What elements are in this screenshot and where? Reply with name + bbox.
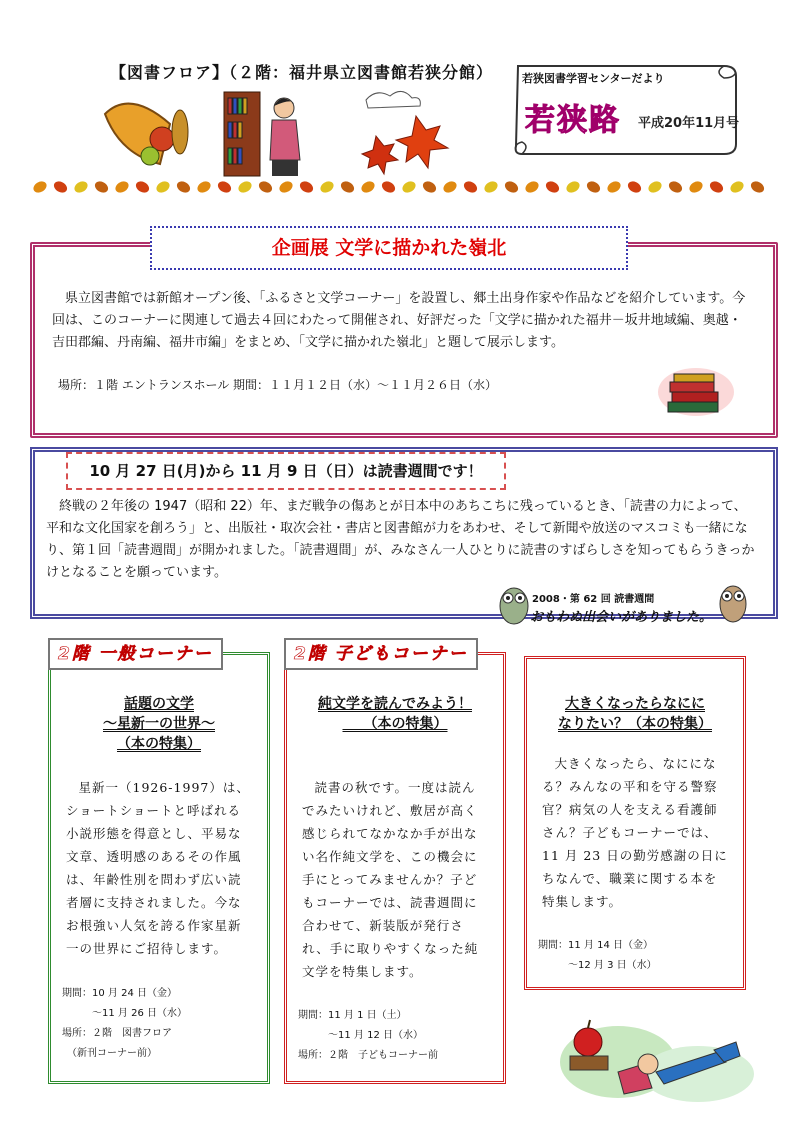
info-line: 場所：２階 子どもコーナー前	[298, 1050, 438, 1061]
owl-icon	[496, 582, 532, 626]
kids-corner-info	[298, 1006, 494, 1066]
general-corner-tab: 2階 一般コーナー	[48, 638, 223, 670]
reading-week-title-frame	[66, 452, 506, 490]
exhibition-title: 企画展 文学に描かれた嶺北	[271, 237, 507, 259]
info-line: ～11 月 26 日（水）	[62, 1008, 187, 1019]
maple-leaves-icon	[356, 86, 456, 178]
info-line: 場所：２階 図書フロア	[62, 1028, 172, 1039]
reading-week-body: 終戦の２年後の 1947（昭和 22）年、まだ戦争の傷あとが日本中のあちこちに残っているとき、「読書の力によって、平和な文化国家を創ろう」と、出版社・取次会社・書店と図書館が力をあわせ、そして新聞や放送のマスコミも一緒になり、第１回「読書週間」が開かれました。「読書週間」が、みなさん一人ひとりに読書のすばらしさを知ってもらうきっかけとなることを願っています。	[46, 499, 755, 580]
general-corner-info	[62, 984, 258, 1064]
leaf-mark	[298, 179, 315, 195]
heading-line: 純文学を読んでみよう！	[318, 696, 472, 712]
leaf-mark	[175, 179, 192, 195]
info-line: 期間：11 月 14 日（金）	[538, 940, 653, 951]
leaf-mark	[113, 179, 130, 195]
leaf-mark	[400, 179, 417, 195]
exhibition-title-frame	[150, 226, 628, 270]
general-corner-heading	[48, 694, 270, 754]
info-line: （新刊コーナー前）	[62, 1048, 157, 1059]
leaf-border-icon	[30, 176, 770, 198]
leaf-mark	[585, 179, 602, 195]
leaf-mark	[195, 179, 212, 195]
leaf-mark	[421, 179, 438, 195]
heading-line: （本の特集）	[117, 736, 201, 752]
general-corner-body: 星新一（1926-1997）は、ショートショートと呼ばれる小説形態を得意とし、平易な文章、透明感のあるその作風は、年齢性別を問わず広い読者層に支持されました。今なお根強い人気を誇る作家星新一の世界にご招待します。	[66, 780, 250, 956]
heading-line: （本の特集）	[342, 716, 448, 732]
leaf-mark	[482, 179, 499, 195]
newsletter-subtitle: 若狭図書学習センターだより	[522, 72, 665, 85]
leaf-mark	[52, 179, 69, 195]
heading-line: ～星新一の世界～	[103, 716, 215, 732]
leaf-mark	[31, 179, 48, 195]
heading-line: 大きくなったらなにに	[565, 696, 705, 712]
newsletter-issue: 平成20年11月号	[638, 116, 740, 131]
heading-line: 話題の文学	[124, 696, 194, 712]
exhibition-body: 県立図書館では新館オープン後、「ふるさと文学コーナー」を設置し、郷土出身作家や作品などを紹介しています。今回は、このコーナーに関連して過去４回にわたって開催され、好評だった「文学に描かれた福井－坂井地域編、奥越・吉田郡編、丹南編、福井市編」をまとめ、「文学に描かれた嶺北」と題して展示します。	[52, 291, 746, 350]
leaf-mark	[154, 179, 171, 195]
leaf-mark	[380, 179, 397, 195]
exhibition-place-period: 場所：１階 エントランスホール 期間：１１月１２日（水）～１１月２６日（水）	[58, 378, 498, 392]
heading-line: なりたい？（本の特集）	[558, 716, 712, 732]
reading-week-badge-line2: おもわぬ出会いがありました。	[530, 610, 713, 625]
leaf-mark	[318, 179, 335, 195]
leaf-mark	[646, 179, 663, 195]
leaf-mark	[605, 179, 622, 195]
leaf-mark	[523, 179, 540, 195]
kids-corner-column	[284, 644, 506, 1084]
leaf-mark	[441, 179, 458, 195]
reading-week-title: 10 月 27 日(月)から 11 月 9 日（日）は読書週間です！	[89, 462, 483, 480]
reading-week-badge-line1: 2008・第 62 回 読書週間	[532, 594, 655, 605]
leaf-mark	[93, 179, 110, 195]
cornucopia-icon	[100, 84, 200, 174]
leaf-mark	[544, 179, 561, 195]
kids-corner-body: 読書の秋です。一度は読んでみたいけれど、敷居が高く感じられてなかなか手が出ない名作純文学を、この機会に手にとってみませんか？子どもコーナーでは、読書週間に合わせて、新装版が発行され、手に取りやすくなった純文学を特集します。	[302, 780, 479, 979]
leaf-mark	[462, 179, 479, 195]
leaf-mark	[667, 179, 684, 195]
info-line: 期間：11 月 1 日（土）	[298, 1010, 407, 1021]
career-books-heading	[524, 694, 746, 734]
reading-child-icon	[548, 1012, 758, 1112]
kids-corner-tab: 2階 子どもコーナー	[284, 638, 478, 670]
info-line: 期間：10 月 24 日（金）	[62, 988, 177, 999]
newsletter-name: 若狭路	[525, 103, 621, 138]
career-books-body: 大きくなったら、なにになる？みんなの平和を守る警察官？病気の人を支える看護師さん？子どもコーナーでは、11 月 23 日の勤労感謝の日にちなんで、職業に関する本を特集します。	[542, 756, 728, 909]
leaf-mark	[749, 179, 766, 195]
kids-corner-heading	[284, 694, 506, 734]
career-books-info	[538, 936, 734, 976]
leaf-mark	[277, 179, 294, 195]
leaf-mark	[564, 179, 581, 195]
leaf-mark	[236, 179, 253, 195]
leaf-mark	[503, 179, 520, 195]
general-corner-column	[48, 644, 270, 1084]
librarian-icon	[222, 90, 308, 180]
leaf-mark	[626, 179, 643, 195]
leaf-mark	[216, 179, 233, 195]
leaf-mark	[687, 179, 704, 195]
info-line: ～12 月 3 日（水）	[538, 960, 657, 971]
leaf-mark	[359, 179, 376, 195]
books-stack-icon	[656, 366, 736, 424]
leaf-mark	[72, 179, 89, 195]
info-line: ～11 月 12 日（水）	[298, 1030, 423, 1041]
floor-title: 【図書フロア】（２階：福井県立図書館若狭分館）	[110, 63, 494, 82]
leaf-mark	[134, 179, 151, 195]
leaf-mark	[339, 179, 356, 195]
leaf-mark	[708, 179, 725, 195]
career-books-column	[524, 656, 746, 990]
apple-icon	[574, 1028, 602, 1056]
leaf-mark	[257, 179, 274, 195]
owl-icon	[716, 580, 750, 624]
leaf-mark	[728, 179, 745, 195]
